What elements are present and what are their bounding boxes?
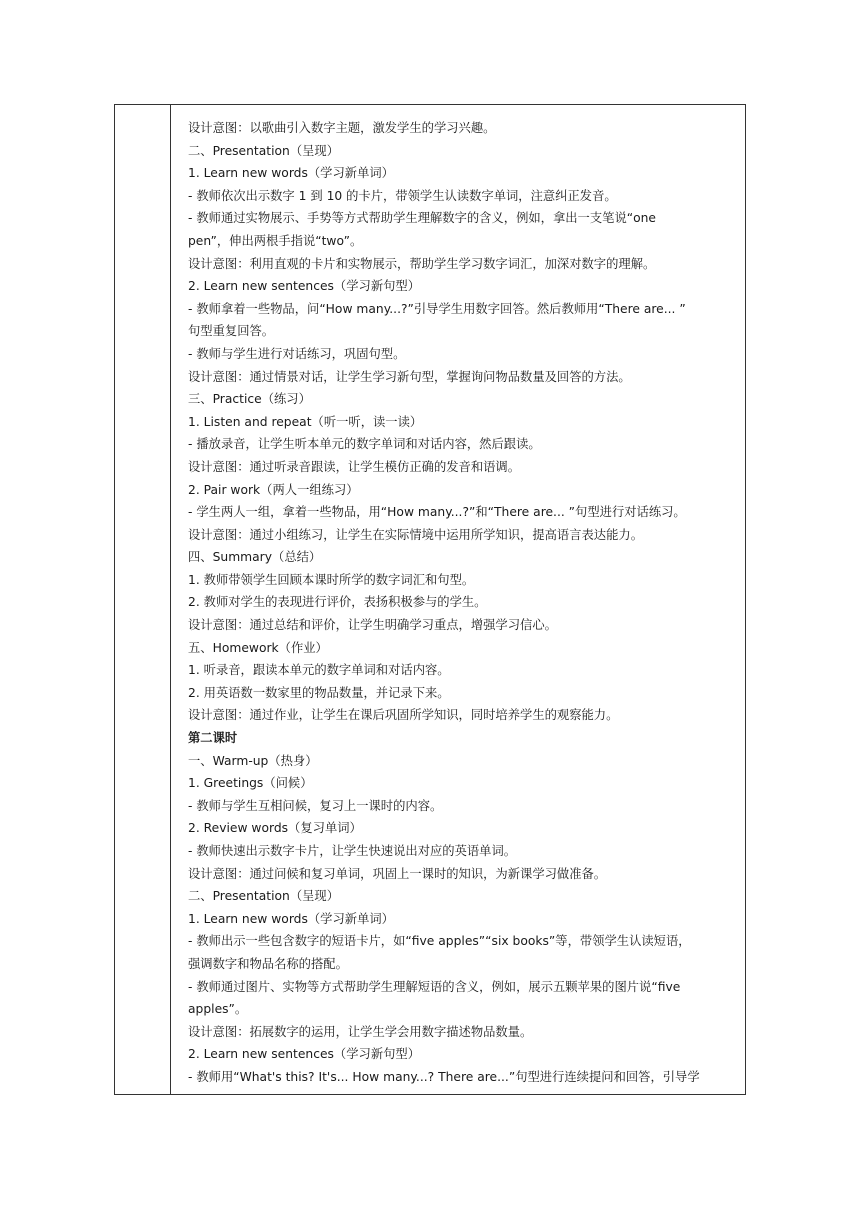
content-line: 三、Practice（练习） — [188, 392, 311, 407]
content-line: - 学生两人一组，拿着一些物品，用“How many...?”和“There are... ”句型进行对话练习。 — [188, 505, 686, 520]
content-line: 2. Learn new sentences（学习新句型） — [188, 1047, 421, 1062]
content-line: 强调数字和物品名称的搭配。 — [188, 956, 348, 971]
content-line: 二、Presentation（呈现） — [188, 889, 340, 904]
content-line: - 教师出示一些包含数字的短语卡片，如“five apples”“six books”等，带领学生认读短语， — [188, 934, 691, 949]
content-line: 设计意图：以歌曲引入数字主题，激发学生的学习兴趣。 — [188, 121, 496, 135]
content-line: 设计意图：拓展数字的运用，让学生学会用数字描述物品数量。 — [188, 1024, 533, 1039]
section-heading: 第二课时 — [188, 731, 238, 746]
content-line: pen”，伸出两根手指说“two”。 — [188, 233, 363, 248]
content-line: 1. Learn new words（学习新单词） — [188, 911, 394, 926]
table-left-column — [115, 105, 171, 1094]
content-line: 2. 教师对学生的表现进行评价，表扬积极参与的学生。 — [188, 595, 487, 610]
content-line: 2. Learn new sentences（学习新句型） — [188, 279, 421, 294]
content-line: 句型重复回答。 — [188, 324, 275, 339]
content-line: 1. Listen and repeat（听一听，读一读） — [188, 414, 423, 429]
content-line: 设计意图：通过作业，让学生在课后巩固所学知识，同时培养学生的观察能力。 — [188, 708, 619, 723]
content-line: 2. 用英语数一数家里的物品数量，并记录下来。 — [188, 685, 450, 700]
content-line: 四、Summary（总结） — [188, 550, 322, 565]
content-line: - 教师依次出示数字 1 到 10 的卡片，带领学生认读数字单词，注意纠正发音。 — [188, 188, 617, 203]
content-line: apples”。 — [188, 1002, 248, 1017]
content-line: 设计意图：通过情景对话，让学生学习新句型，掌握询问物品数量及回答的方法。 — [188, 369, 631, 384]
content-line: 1. 教师带领学生回顾本课时所学的数字词汇和句型。 — [188, 572, 475, 587]
content-line: 2. Review words（复习单词） — [188, 821, 362, 836]
content-line: 设计意图：利用直观的卡片和实物展示，帮助学生学习数字词汇，加深对数字的理解。 — [188, 256, 656, 271]
content-line: 1. 听录音，跟读本单元的数字单词和对话内容。 — [188, 663, 450, 678]
content-line: 一、Warm-up（热身） — [188, 753, 318, 768]
content-line: 设计意图：通过总结和评价，让学生明确学习重点，增强学习信心。 — [188, 618, 557, 633]
content-line: 1. Learn new words（学习新单词） — [188, 166, 394, 181]
content-line: 设计意图：通过问候和复习单词，巩固上一课时的知识，为新课学习做准备。 — [188, 866, 607, 881]
lesson-content — [188, 117, 740, 1089]
content-line: - 教师用“What's this? It's... How many...? There are...”句型进行连续提问和回答，引导学 — [188, 1069, 700, 1084]
content-line: 1. Greetings（问候） — [188, 776, 313, 791]
content-line: - 教师通过图片、实物等方式帮助学生理解短语的含义，例如，展示五颗苹果的图片说“five — [188, 979, 681, 994]
lesson-plan-table — [114, 104, 746, 1095]
content-line: 五、Homework（作业） — [188, 640, 328, 655]
content-line: - 教师与学生互相问候，复习上一课时的内容。 — [188, 798, 443, 813]
content-line: 二、Presentation（呈现） — [188, 143, 340, 158]
content-line: - 教师通过实物展示、手势等方式帮助学生理解数字的含义，例如，拿出一支笔说“one — [188, 211, 656, 226]
content-line: 2. Pair work（两人一组练习） — [188, 482, 359, 497]
content-line: - 播放录音，让学生听本单元的数字单词和对话内容，然后跟读。 — [188, 437, 541, 452]
content-line: - 教师与学生进行对话练习，巩固句型。 — [188, 346, 406, 361]
content-line: 设计意图：通过小组练习，让学生在实际情境中运用所学知识，提高语言表达能力。 — [188, 527, 643, 542]
content-line: 设计意图：通过听录音跟读，让学生模仿正确的发音和语调。 — [188, 459, 521, 474]
content-line: - 教师快速出示数字卡片，让学生快速说出对应的英语单词。 — [188, 844, 517, 858]
content-line: - 教师拿着一些物品，问“How many...?”引导学生用数字回答。然后教师用“There are... ” — [188, 301, 686, 316]
